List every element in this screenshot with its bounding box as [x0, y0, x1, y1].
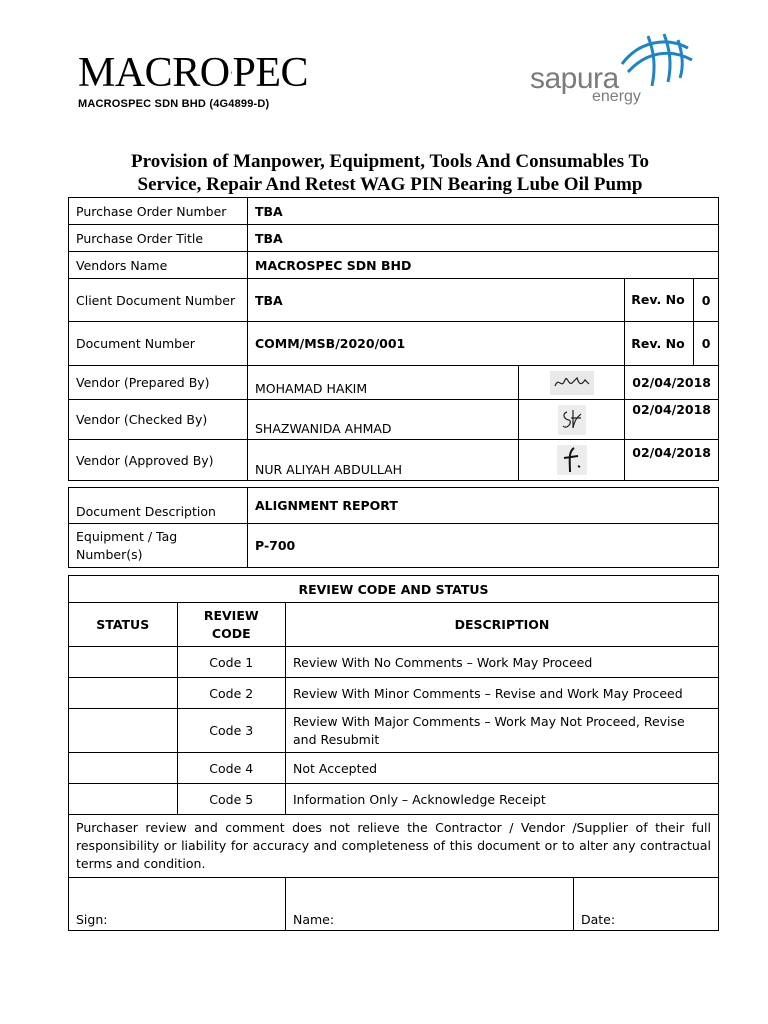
status-cell[interactable]	[69, 647, 178, 678]
macrospec-logo	[78, 52, 308, 110]
doc-rev-value: 0	[694, 322, 719, 366]
status-cell[interactable]	[69, 753, 178, 784]
approved-label: Vendor (Approved By)	[69, 440, 248, 481]
sapura-word: sapura	[530, 62, 619, 95]
doc-number-label: Document Number	[69, 322, 248, 366]
review-description: Review With Major Comments – Work May Not Proceed, Revise and Resubmit	[286, 709, 719, 753]
table-row	[69, 400, 719, 440]
checked-signature	[519, 400, 625, 440]
review-code: Code 5	[177, 784, 286, 815]
review-code: Code 2	[177, 678, 286, 709]
review-description: Review With No Comments – Work May Proceed	[286, 647, 719, 678]
table-row	[69, 647, 719, 678]
po-title-value: TBA	[248, 225, 719, 252]
globe-arc-icon	[618, 32, 698, 92]
client-rev-value: 0	[694, 279, 719, 322]
review-code: Code 4	[177, 753, 286, 784]
table-row	[69, 576, 719, 603]
equipment-tag-label: Equipment / Tag Number(s)	[69, 524, 248, 568]
review-description: Not Accepted	[286, 753, 719, 784]
sapura-energy-logo	[530, 32, 700, 107]
document-info-table	[68, 197, 719, 481]
prepared-date: 02/04/2018	[625, 366, 719, 400]
table-row	[69, 678, 719, 709]
approved-name: NUR ALIYAH ABDULLAH	[248, 440, 519, 481]
po-number-value: TBA	[248, 198, 719, 225]
document-description-table	[68, 487, 719, 568]
vendor-name-label: Vendors Name	[69, 252, 248, 279]
table-row	[69, 709, 719, 753]
macrospec-brand	[78, 52, 308, 94]
document-title	[60, 150, 720, 196]
signature-mark	[557, 404, 587, 436]
review-code-table	[68, 575, 719, 931]
table-row	[69, 784, 719, 815]
title-line-2: Service, Repair And Retest WAG PIN Bearing Lube Oil Pump	[137, 174, 643, 195]
review-description: Information Only – Acknowledge Receipt	[286, 784, 719, 815]
doc-description-value: ALIGNMENT REPORT	[248, 488, 719, 524]
prepared-label: Vendor (Prepared By)	[69, 366, 248, 400]
brand-text-post: PEC	[232, 50, 308, 96]
table-row	[69, 878, 719, 931]
equipment-tag-value: P-700	[248, 524, 719, 568]
table-row	[69, 198, 719, 225]
status-column-header: STATUS	[69, 603, 178, 647]
doc-number-value: COMM/MSB/2020/001	[248, 322, 625, 366]
review-code-column-header: REVIEW CODE	[177, 603, 286, 647]
energy-word: energy	[592, 88, 641, 105]
client-doc-value: TBA	[248, 279, 625, 322]
table-row	[69, 252, 719, 279]
title-line-1: Provision of Manpower, Equipment, Tools And Consumables To	[131, 151, 649, 172]
brand-text-pre: MACRO	[78, 50, 230, 96]
client-rev-label: Rev. No	[625, 279, 694, 322]
table-row	[69, 603, 719, 647]
signature-mark	[556, 444, 588, 476]
status-cell[interactable]	[69, 709, 178, 753]
checked-date: 02/04/2018	[625, 400, 719, 440]
signature-mark	[549, 370, 595, 396]
prepared-name: MOHAMAD HAKIM	[248, 366, 519, 400]
table-row	[69, 815, 719, 878]
client-doc-label: Client Document Number	[69, 279, 248, 322]
table-row	[69, 279, 719, 322]
po-title-label: Purchase Order Title	[69, 225, 248, 252]
company-registration: MACROSPEC SDN BHD (4G4899-D)	[78, 98, 270, 110]
doc-rev-label: Rev. No	[625, 322, 694, 366]
status-cell[interactable]	[69, 678, 178, 709]
doc-description-label: Document Description	[69, 488, 248, 524]
review-heading: REVIEW CODE AND STATUS	[69, 576, 719, 603]
table-row	[69, 524, 719, 568]
review-description: Review With Minor Comments – Revise and Work May Proceed	[286, 678, 719, 709]
table-row	[69, 322, 719, 366]
table-row	[69, 753, 719, 784]
table-row	[69, 440, 719, 481]
sign-field[interactable]: Sign:	[69, 878, 286, 931]
disclaimer-text: Purchaser review and comment does not relieve the Contractor / Vendor /Supplier of their full responsibility or liability for accuracy and completeness of this document or to alter any contractual terms and condition.	[69, 815, 719, 878]
checked-name: SHAZWANIDA AHMAD	[248, 400, 519, 440]
status-cell[interactable]	[69, 784, 178, 815]
approved-date: 02/04/2018	[625, 440, 719, 481]
vendor-name-value: MACROSPEC SDN BHD	[248, 252, 719, 279]
review-code: Code 1	[177, 647, 286, 678]
date-field[interactable]: Date:	[574, 878, 719, 931]
prepared-signature	[519, 366, 625, 400]
table-row	[69, 488, 719, 524]
table-row	[69, 225, 719, 252]
review-code: Code 3	[177, 709, 286, 753]
approved-signature	[519, 440, 625, 481]
description-column-header: DESCRIPTION	[286, 603, 719, 647]
po-number-label: Purchase Order Number	[69, 198, 248, 225]
checked-label: Vendor (Checked By)	[69, 400, 248, 440]
table-row	[69, 366, 719, 400]
name-field[interactable]: Name:	[286, 878, 574, 931]
